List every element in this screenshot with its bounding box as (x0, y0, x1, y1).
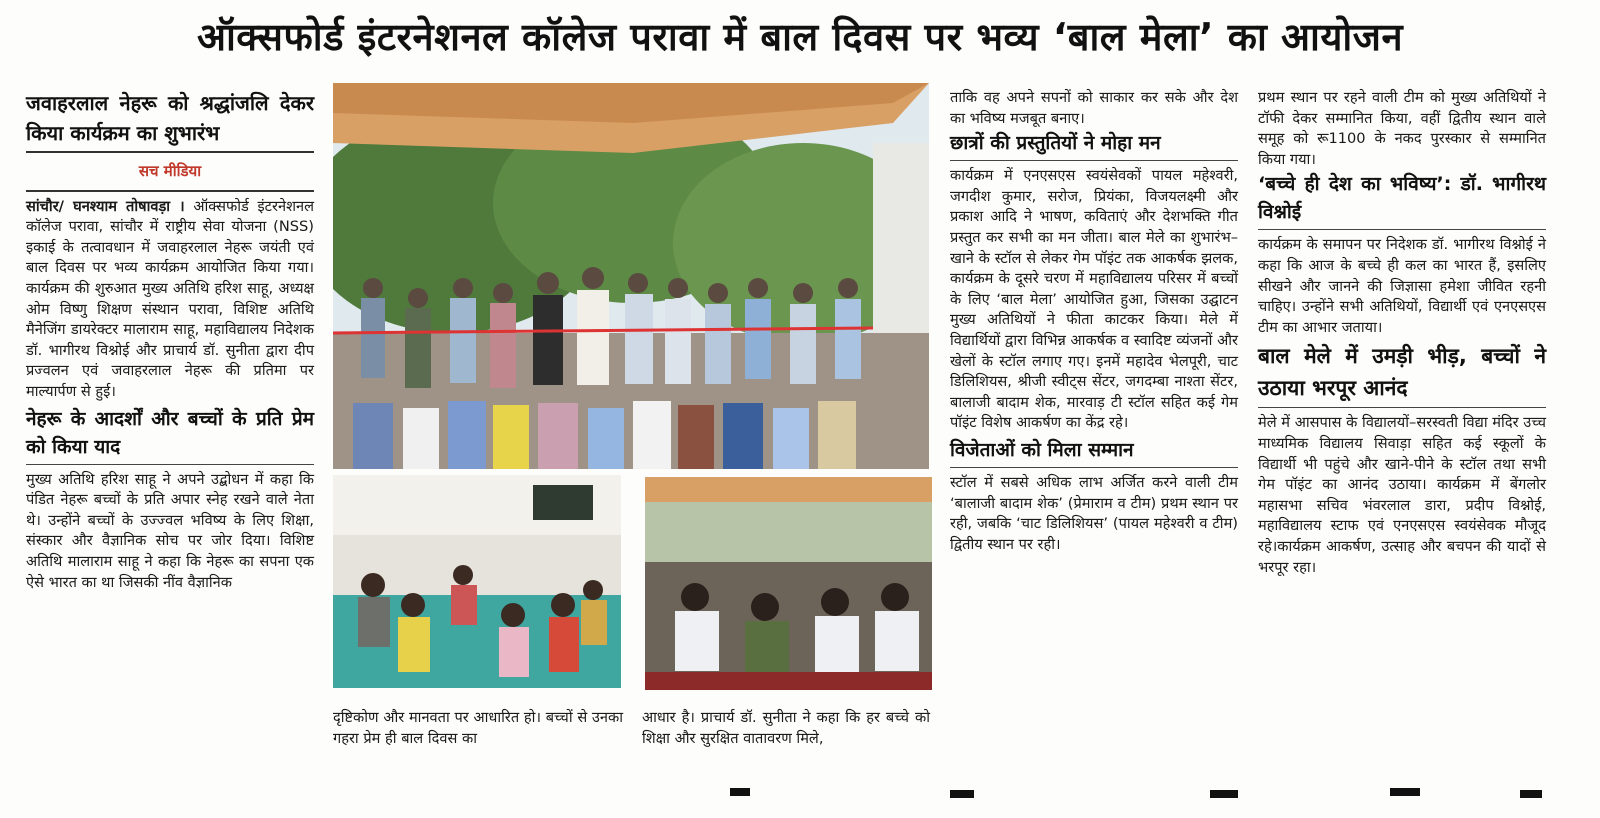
column-4 (1258, 88, 1546, 578)
column-3-para-2: स्टॉल में सबसे अधिक लाभ अर्जित करने वाली टीम ‘बालाजी बादाम शेक’ (प्रेमाराम व टीम) प्रथम स्थान पर रही, जबकि ‘चाट डिलिशियस’ (पायल महेश्वरी व टीम) द्वितीय स्थान पर रही। (950, 473, 1238, 553)
column-3-lead: ताकि वह अपने सपनों को साकार कर सके और देश का भविष्य मजबूत बनाए। (950, 89, 1238, 127)
column-4-para-1: कार्यक्रम के समापन पर निदेशक डॉ. भागीरथ विश्नोई ने कहा कि आज के बच्चे ही कल का भारत हैं, इसलिए सीखने और जानने की जिज्ञासा हमेशा जीवित रहनी चाहिए। उन्होंने सभी अतिथियों, विद्यार्थी एवं एनएसएस टीम का आभार जताया। (1258, 236, 1546, 336)
column-4-subhead-2: बाल मेले में उमड़ी भीड़, बच्चों ने उठाया भरपूर आनंद (1258, 344, 1546, 401)
column-1-para-1-text: ऑक्सफोर्ड इंटरनेशनल कॉलेज परावा, सांचौर में राष्ट्रीय सेवा योजना (NSS) इकाई के तत्वावधान में जवाहरलाल नेहरू जयंती एवं बाल दिवस पर भव्य कार्यक्रम आयोजित किया गया। कार्यक्रम की शुरुआत मुख्य अतिथि हरिश साहू, अध्यक्ष ओम विष्णु शिक्षण संस्थान परावा, विशिष्ट अतिथि मैनेजिंग डायरेक्टर मालाराम साहू, महाविद्यालय निदेशक डॉ. भागीरथ विश्नोई और प्राचार्य डॉ. सुनीता द्वारा दीप प्रज्वलन एवं जवाहरलाल नेहरू की प्रतिमा पर माल्यार्पण से हुई। (26, 197, 314, 400)
column-4-subhead: ‘बच्चे ही देश का भविष्य’: डॉ. भागीरथ विश्नोई (1258, 173, 1546, 224)
hall-audience-image (333, 475, 621, 688)
column-1-subhead-2: नेहरू के आदर्शों और बच्चों के प्रति प्रेम को किया याद (26, 407, 314, 458)
column-4-subhead-2-divider (1258, 407, 1546, 408)
article-headline: ऑक्सफोर्ड इंटरनेशनल कॉलेज परावा में बाल दिवस पर भव्य ‘बाल मेला’ का आयोजन (196, 15, 1404, 59)
column-1-subhead: जवाहरलाल नेहरू को श्रद्धांजलि देकर किया कार्यक्रम का शुभारंभ (26, 91, 314, 145)
ribbon-cutting-image (333, 83, 929, 469)
column-3-subhead-2: विजेताओं को मिला सम्मान (950, 438, 1134, 461)
column-3 (950, 88, 1238, 555)
next-article-headline-fragment (700, 778, 1580, 818)
photo-ribbon-cutting (333, 83, 929, 469)
column-4-subhead-divider (1258, 229, 1546, 230)
dateline: सांचौर/ घनश्याम तोषावड़ा । (26, 197, 185, 215)
column-3-subhead-2-divider (950, 467, 1238, 468)
cropped-text-fragment (700, 778, 1580, 818)
column-4-para-2: मेले में आसपास के विद्यालयों–सरस्वती विद्या मंदिर उच्च माध्यमिक विद्यालय सिवाड़ा सहित कई स्कूलों के विद्यार्थी भी पहुंचे और खाने-पीने के स्टॉल तथा सभी गेम पॉइंट का आनंद उठाया। कार्यक्रम में बेंगलोर महासभा सचिव भंवरलाल डारा, प्रदीप विश्नोई, महाविद्यालय स्टाफ एवं एनएसएस स्वयंसेवक मौजूद रहे।कार्यक्रम आकर्षण, उत्साह और बचपन की यादों से भरपूर रहा। (1258, 414, 1546, 576)
column-1-para-2: मुख्य अतिथि हरिश साहू ने अपने उद्बोधन में कहा कि पंडित नेहरू बच्चों के प्रति अपार स्नेह रखने वाले नेता थे। उन्होंने बच्चों के उज्ज्वल भविष्य के लिए शिक्षा, संस्कार और वैज्ञानिक सोच पर जोर दिया। विशिष्ट अतिथि मालाराम साहू ने कहा कि नेहरू का सपना एक ऐसे भारत का था जिसकी नींव वैज्ञानिक (26, 470, 314, 591)
photo-outdoor-crowd (645, 477, 932, 690)
column-1-para-1 (26, 197, 314, 403)
column-1 (26, 88, 314, 593)
subhead-2-divider (26, 464, 314, 465)
outdoor-crowd-image (645, 477, 932, 690)
column-3-para-1: कार्यक्रम में एनएसएस स्वयंसेवकों पायल महेश्वरी, जगदीश कुमार, सरोज, प्रियंका, विजयलक्ष्मी और प्रकाश आदि ने भाषण, कविताएं और देशभक्ति गीत प्रस्तुत कर सभी का मन जीता। बाल मेले का शुभारंभ–खाने के स्टॉल से लेकर गेम पॉइंट तक आकर्षक झलक, कार्यक्रम के दूसरे चरण में महाविद्यालय परिसर में बच्चों के लिए ‘बाल मेला’ आयोजित हुआ, जिसका उद्घाटन मुख्य अतिथियों ने फीता काटकर किया। मेले में विद्यार्थियों द्वारा विभिन्न आकर्षक व स्वादिष्ट व्यंजनों और खेलों के स्टॉल लगाए गए। इनमें महादेव भेलपूरी, चाट डिलिशियस, श्रीजी स्वीट्स सेंटर, जगदम्बा नाश्ता सेंटर, बालाजी बादाम शेक, मारवाड़ टी स्टॉल सहित कई गेम पॉइंट विशेष आकर्षण का केंद्र रहे। (950, 167, 1238, 432)
photo-hall-audience (333, 475, 621, 688)
column-3-subhead-divider (950, 160, 1238, 161)
subhead-divider (26, 151, 314, 153)
caption-left: दृष्टिकोण और मानवता पर आधारित हो। बच्चों से उनका गहरा प्रेम ही बाल दिवस का (333, 709, 623, 747)
column-3-subhead: छात्रों की प्रस्तुतियों ने मोहा मन (950, 132, 1161, 155)
caption-right: आधार है। प्राचार्य डॉ. सुनीता ने कहा कि हर बच्चे को शिक्षा और सुरक्षित वातावरण मिले, (642, 709, 930, 747)
byline: सच मीडिया (138, 162, 202, 180)
column-4-lead: प्रथम स्थान पर रहने वाली टीम को मुख्य अतिथियों ने टॉफी देकर सम्मानित किया, वहीं द्वितीय स्थान वाले समूह को रू1100 के नकद पुरस्कार से सम्मानित किया गया। (1258, 89, 1546, 168)
byline-divider (26, 190, 314, 192)
